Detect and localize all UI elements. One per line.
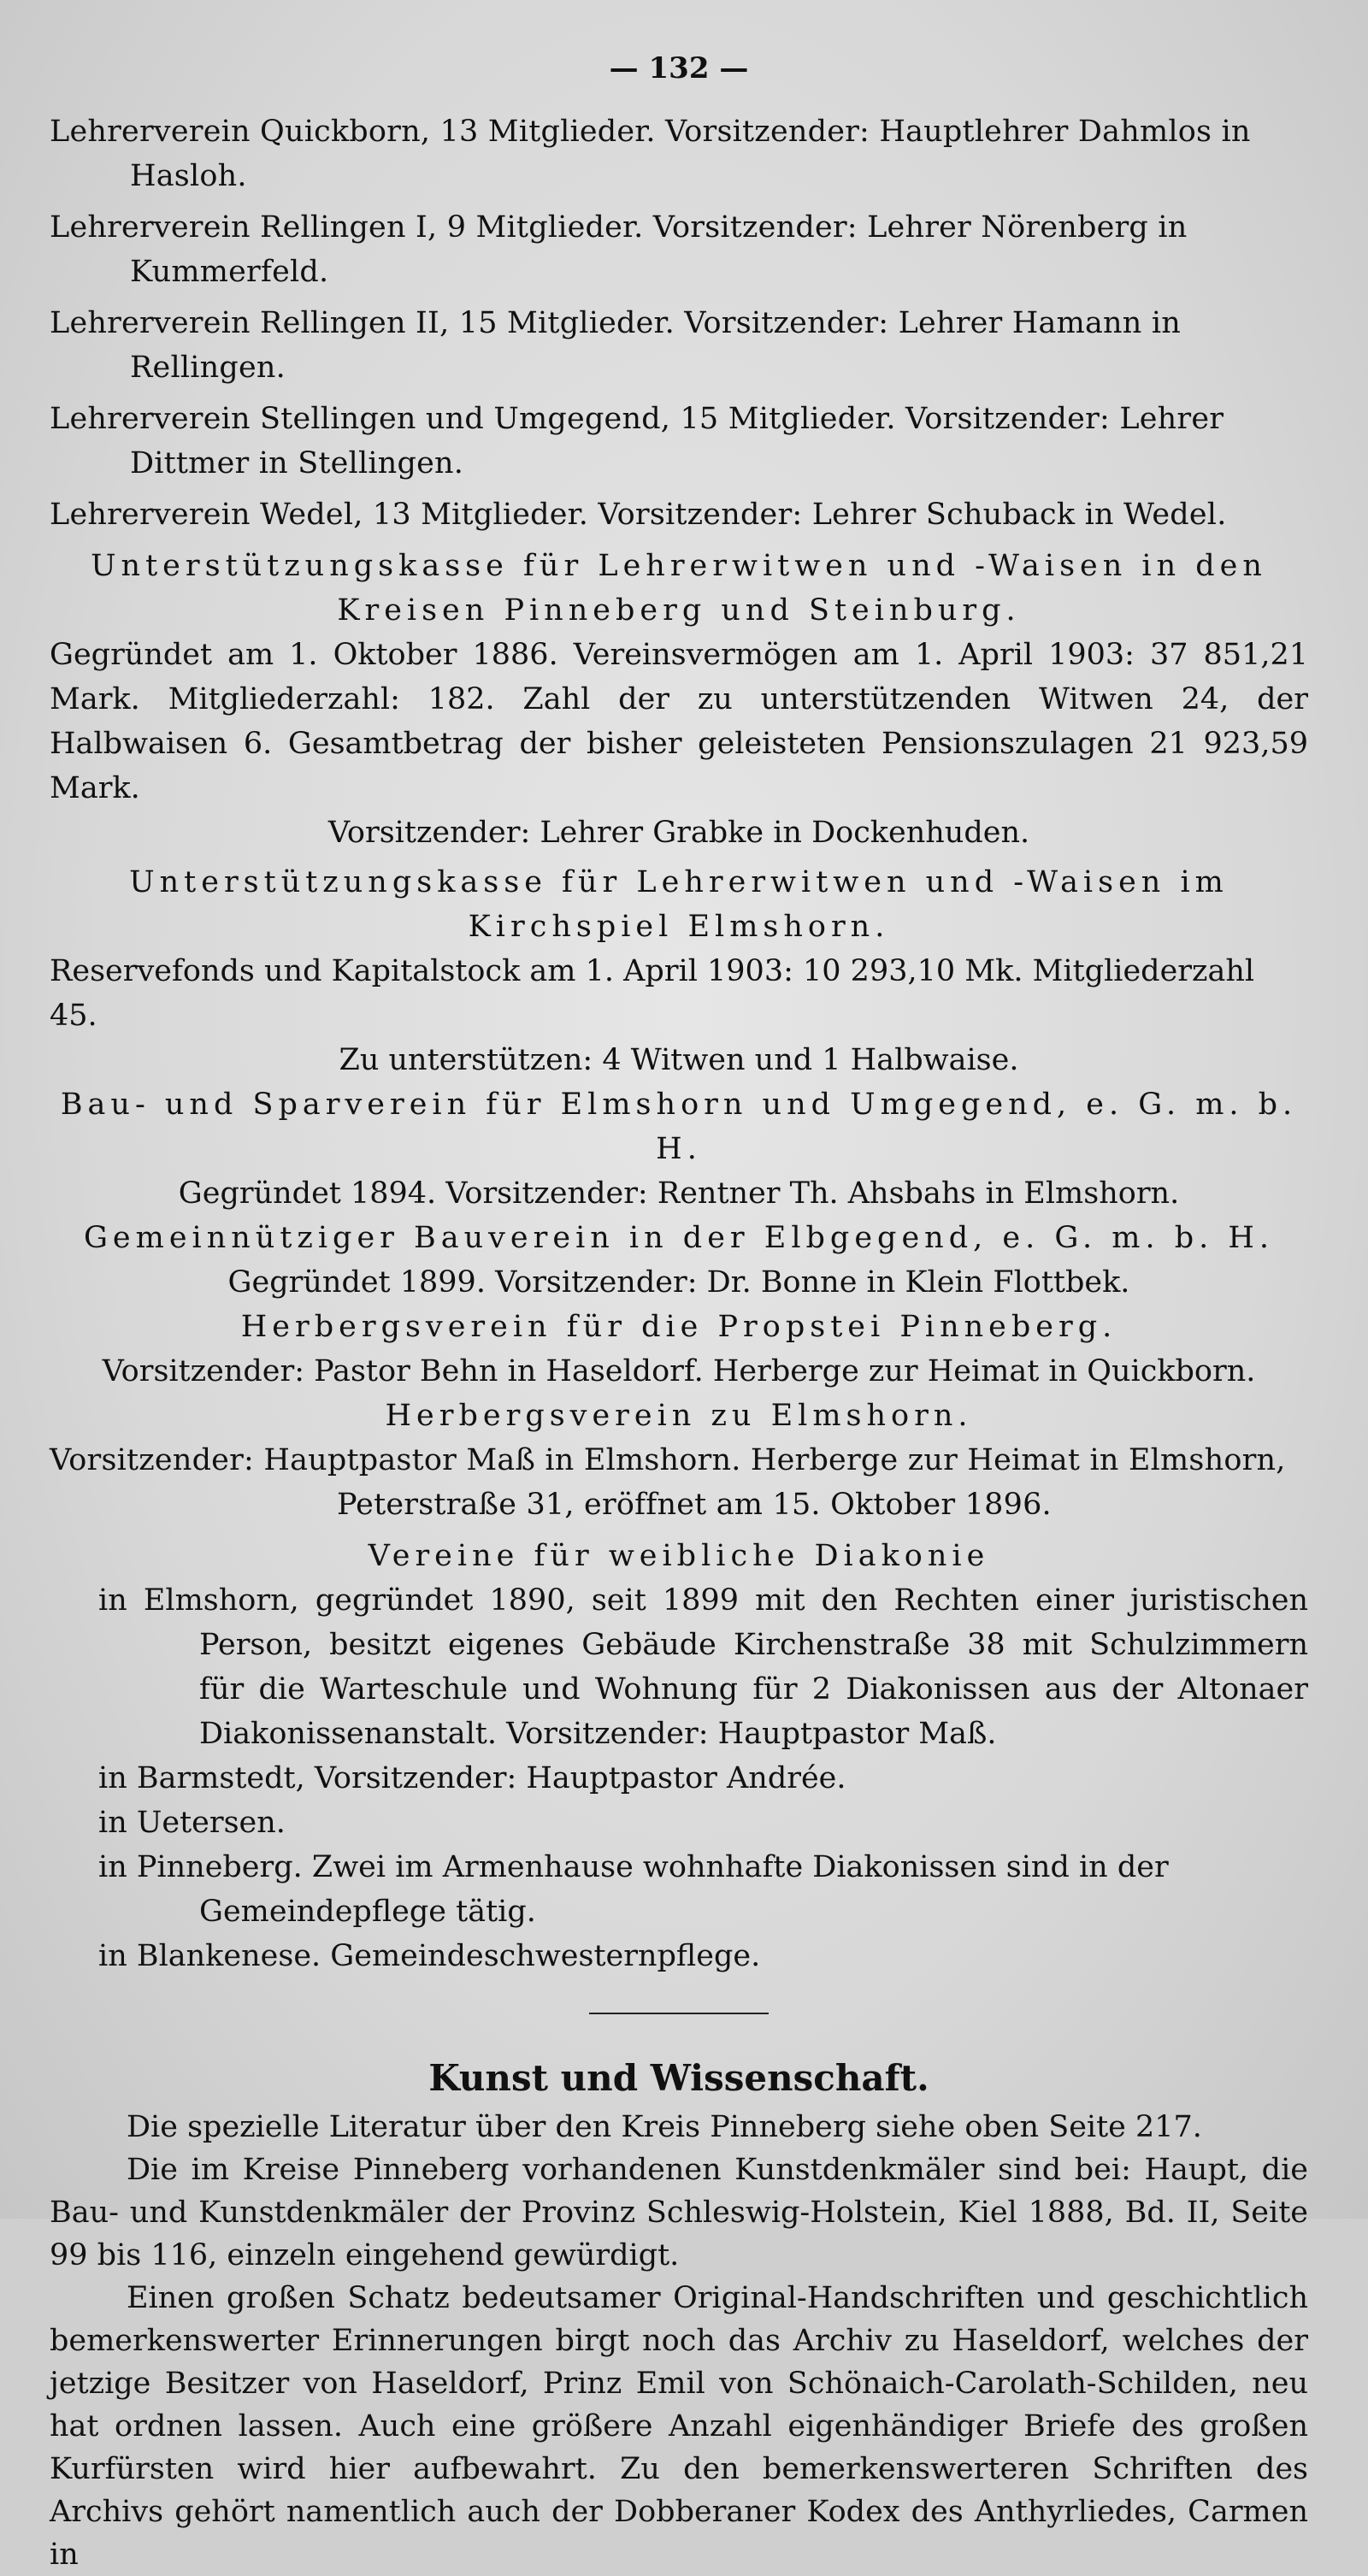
list-item: in Uetersen. — [98, 1806, 286, 1840]
paragraph: Einen großen Schatz bedeutsamer Original-Handschriften und geschichtlich bemerkenswerter Erinnerungen birgt noch das Archiv zu Haseldorf, welches der jetzige Besitzer von Haseldorf, Prinz Emil von Schönaich-Carolath-Schilden, neu hat ordnen lassen. Auch eine größere Anzahl eigenhändiger Briefe des großen Kurfürsten wird hier aufbewahrt. Zu den bemerkenswerteren Schriften des Archivs gehört namentlich auch der Dobberaner Kodex des Anthyrliedes, Carmen in — [50, 2281, 1308, 2572]
fund-note: Zu unterstützen: 4 Witwen und 1 Halbwaise. — [339, 1043, 1019, 1077]
list-item: in Barmstedt, Vorsitzender: Hauptpastor Andrée. — [98, 1761, 846, 1795]
list-item: in Pinneberg. Zwei im Armenhause wohnhafte Diakonissen sind in der Gemeindepflege tätig. — [98, 1850, 1169, 1929]
list-item: Lehrerverein Rellingen I, 9 Mitglieder. Vorsitzender: Lehrer Nörenberg in Kummerfeld. — [50, 210, 1188, 289]
fund-title: Unterstützungskasse für Lehrerwitwen und -Waisen im Kirchspiel Elmshorn. — [129, 865, 1229, 944]
herbergsverein-pinneberg — [50, 1305, 1308, 1394]
fund-chair: Vorsitzender: Lehrer Grabke in Dockenhuden. — [327, 816, 1030, 850]
association-title: Gemeinnütziger Bauverein in der Elbgegend, e. G. m. b. H. — [83, 1221, 1275, 1255]
section-art-and-science — [50, 2057, 1308, 2576]
herbergsverein-elmshorn — [50, 1394, 1308, 1527]
section-divider — [589, 2013, 769, 2014]
list-item: in Blankenese. Gemeindeschwesternpflege. — [98, 1939, 761, 1973]
building-association-elbgegend — [50, 1216, 1308, 1305]
teacher-associations-list — [50, 109, 1308, 537]
paragraph: Die spezielle Literatur über den Kreis Pinneberg siehe oben Seite 217. — [127, 2110, 1202, 2144]
fund-pinneberg-steinburg — [50, 544, 1308, 855]
list-item: Lehrerverein Rellingen II, 15 Mitglieder. Vorsitzender: Lehrer Hamann in Rellingen. — [50, 306, 1181, 385]
association-line: Gegründet 1899. Vorsitzender: Dr. Bonne in Klein Flottbek. — [227, 1265, 1130, 1300]
page-number: — 132 — — [609, 51, 749, 85]
association-line: Vorsitzender: Pastor Behn in Haseldorf. Herberge zur Heimat in Quickborn. — [102, 1354, 1256, 1388]
association-line: Vorsitzender: Hauptpastor Maß in Elmshorn. Herberge zur Heimat in Elmshorn, Peterstraße 31, eröffnet am 15. Oktober 1896. — [50, 1443, 1286, 1522]
association-title: Herbergsverein zu Elmshorn. — [385, 1399, 973, 1433]
fund-title: Unterstützungskasse für Lehrerwitwen und -Waisen in den Kreisen Pinneberg und Steinburg. — [91, 549, 1267, 628]
association-title: Herbergsverein für die Propstei Pinneberg. — [240, 1310, 1117, 1344]
building-association-elmshorn — [50, 1082, 1308, 1216]
fund-body: Reservefonds und Kapitalstock am 1. April 1903: 10 293,10 Mk. Mitgliederzahl 45. — [50, 954, 1255, 1033]
fund-body: Gegründet am 1. Oktober 1886. Vereinsvermögen am 1. April 1903: 37 851,21 Mark. Mitgliederzahl: 182. Zahl der zu unterstützenden Witwen 24, der Halbwaisen 6. Gesamtbetrag der bisher geleisteten Pensionszulagen 21 923,59 Mark. — [50, 638, 1308, 805]
association-line: Gegründet 1894. Vorsitzender: Rentner Th. Ahsbahs in Elmshorn. — [178, 1176, 1180, 1211]
diakonie-associations — [50, 1534, 1308, 1978]
diakonie-title: Vereine für weibliche Diakonie — [368, 1539, 990, 1573]
list-item: Lehrerverein Quickborn, 13 Mitglieder. Vorsitzender: Hauptlehrer Dahmlos in Hasloh. — [50, 115, 1251, 193]
list-item: in Elmshorn, gegründet 1890, seit 1899 mit den Rechten einer juristischen Person, besitzt eigenes Gebäude Kirchenstraße 38 mit Schulzimmern für die Warteschule und Wohnung für 2 Diakonissen aus der Altonaer Diakonissenanstalt. Vorsitzender: Hauptpastor Maß. — [98, 1583, 1308, 1751]
section-heading: Kunst und Wissenschaft. — [428, 2057, 929, 2099]
paragraph: Die im Kreise Pinneberg vorhandenen Kunstdenkmäler sind bei: Haupt, die Bau- und Kunstdenkmäler der Provinz Schleswig-Holstein, Kiel 1888, Bd. II, Seite 99 bis 116, einzeln eingehend gewürdigt. — [50, 2153, 1308, 2272]
list-item: Lehrerverein Stellingen und Umgegend, 15 Mitglieder. Vorsitzender: Lehrer Dittmer in Stellingen. — [50, 402, 1224, 480]
fund-elmshorn — [50, 860, 1308, 1082]
list-item: Lehrerverein Wedel, 13 Mitglieder. Vorsitzender: Lehrer Schuback in Wedel. — [50, 498, 1227, 532]
association-title: Bau- und Sparverein für Elmshorn und Umgegend, e. G. m. b. H. — [60, 1088, 1298, 1166]
